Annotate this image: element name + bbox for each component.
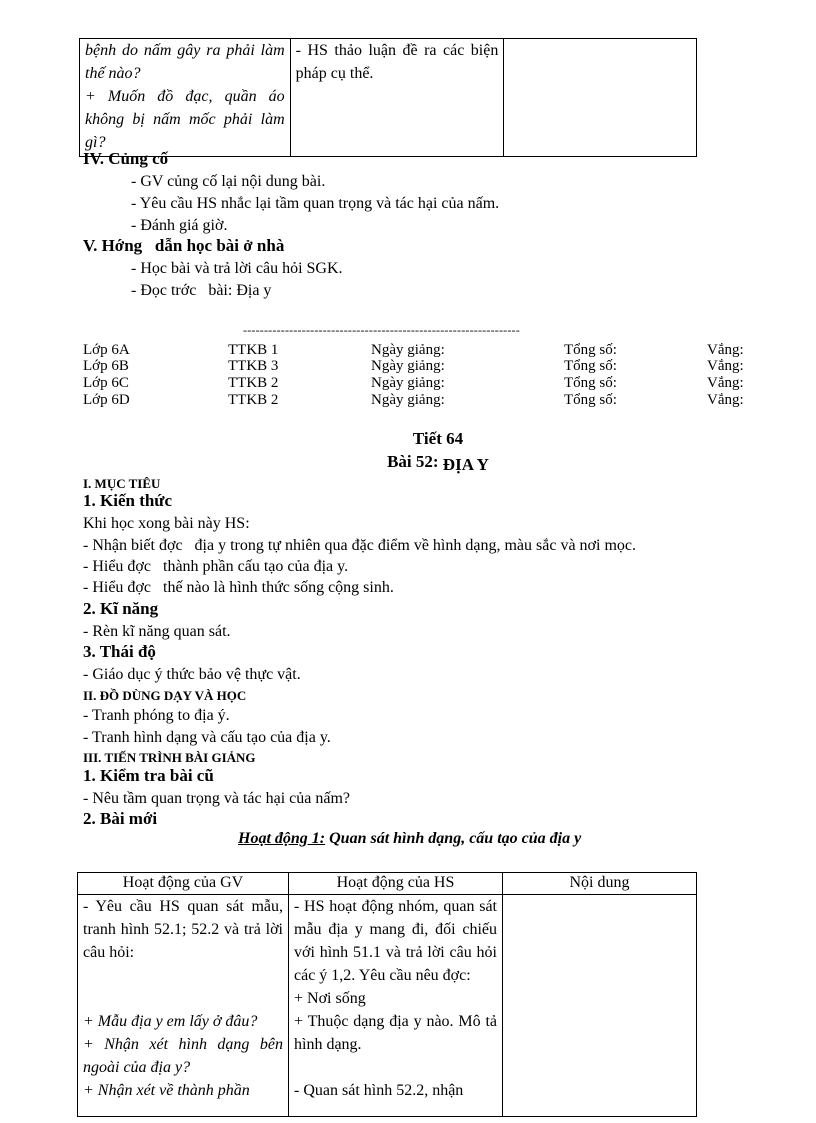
check-heading: 1. Kiểm tra bài cũ <box>83 766 214 785</box>
lesson-title <box>0 452 816 472</box>
schedule-total: Tổng số: <box>564 358 617 374</box>
activity-header-hs: Hoạt động của HS <box>289 873 503 895</box>
activity-gv-question: + Nhận xét hình dạng bên ngoài của địa y? <box>83 1036 283 1076</box>
section-4-item: - Yêu cầu HS nhắc lại tầm quan trọng và tác hại của nấm. <box>131 195 500 212</box>
schedule-absent: Vắng: <box>707 392 744 408</box>
activity-title: Quan sát hình dạng, cấu tạo của địa y <box>325 830 582 847</box>
skills-heading: 2. Kĩ năng <box>83 599 159 618</box>
schedule-total: Tổng số: <box>564 342 617 358</box>
knowledge-intro: Khi học xong bài này HS: <box>83 515 250 532</box>
section-5-heading: V. Hớng dẫn học bài ở nhà <box>83 236 285 255</box>
separator-line: ------------------------------------------------------------------ <box>243 323 520 337</box>
activity-gv-spacer <box>83 964 283 1010</box>
schedule-date: Ngày giảng: <box>371 392 445 408</box>
attitude-item: - Giáo dục ý thức bảo vệ thực vật. <box>83 666 301 683</box>
lesson-title-name: ĐỊA Y <box>442 455 489 474</box>
activity-hs-line: - Quan sát hình 52.2, nhận <box>294 1082 464 1099</box>
schedule-ttkb: TTKB 2 <box>228 392 279 408</box>
section-5-item: - Học bài và trả lời câu hỏi SGK. <box>131 260 343 277</box>
knowledge-item: - Hiểu đợc thế nào là hình thức sống cộng sinh. <box>83 579 394 596</box>
skills-item: - Rèn kĩ năng quan sát. <box>83 623 231 640</box>
schedule-absent: Vắng: <box>707 375 744 391</box>
schedule-date: Ngày giảng: <box>371 342 445 358</box>
schedule-ttkb: TTKB 2 <box>228 375 279 391</box>
schedule-absent: Vắng: <box>707 342 744 358</box>
activity-gv-question: + Mẫu địa y em lấy ở đâu? <box>83 1013 258 1030</box>
activity-cell-content <box>503 895 697 1117</box>
lesson-title-prefix: Bài 52: <box>387 452 439 471</box>
lesson-period: Tiết 64 <box>412 429 464 448</box>
activity-header-content: Nội dung <box>503 873 697 895</box>
schedule-class: Lớp 6C <box>83 375 129 391</box>
activity-hs-line: - HS hoạt động nhóm, quan sát mẫu địa y mang đi, đối chiếu với hình 51.1 và trả lời câu hỏi các ý 1,2. Yêu cầu nêu đợc: <box>294 898 497 984</box>
check-item: - Nêu tầm quan trọng và tác hại của nấm? <box>83 790 350 807</box>
top-table-gv-line: bệnh do nấm gây ra phải làm thế nào? <box>85 42 285 82</box>
top-table-cell-content <box>504 39 697 157</box>
activity-cell-hs <box>289 895 503 1117</box>
activity-label: Hoạt động 1: <box>238 830 326 847</box>
section-4-item: - GV củng cố lại nội dung bài. <box>131 173 326 190</box>
knowledge-item: - Nhận biết đợc địa y trong tự nhiên qua đặc điểm về hình dạng, màu sắc và nơi mọc. <box>83 537 636 554</box>
objectives-heading: I. MỤC TIÊU <box>83 476 161 491</box>
schedule-date: Ngày giảng: <box>371 375 445 391</box>
activity-gv-question: + Nhận xét về thành phần <box>83 1082 250 1099</box>
section-4-item: - Đánh giá giờ. <box>131 217 228 234</box>
activity-gv-intro: - Yêu cầu HS quan sát mẫu, tranh hình 52.1; 52.2 và trả lời câu hỏi: <box>83 898 283 961</box>
schedule-class: Lớp 6D <box>83 392 130 408</box>
top-table-hs-text: - HS thảo luận đề ra các biện pháp cụ thể. <box>295 42 499 82</box>
activity-hs-line: + Nơi sống <box>294 990 366 1007</box>
schedule-class: Lớp 6B <box>83 358 129 374</box>
materials-item: - Tranh hình dạng và cấu tạo của địa y. <box>83 729 331 746</box>
new-lesson-heading: 2. Bài mới <box>83 809 158 828</box>
top-table <box>79 38 697 157</box>
materials-item: - Tranh phóng to địa ý. <box>83 707 230 724</box>
schedule-total: Tổng số: <box>564 392 617 408</box>
schedule-ttkb: TTKB 1 <box>228 342 279 358</box>
attitude-heading: 3. Thái độ <box>83 642 156 661</box>
top-table-cell-hs <box>290 39 504 157</box>
knowledge-heading: 1. Kiến thức <box>83 491 173 510</box>
section-4-heading: IV. Củng cố <box>83 149 169 168</box>
activity-cell-gv <box>78 895 289 1117</box>
activity-hs-line: + Thuộc dạng địa y nào. Mô tả hình dạng. <box>294 1013 497 1053</box>
process-heading: III. TIẾN TRÌNH BÀI GIẢNG <box>83 750 256 765</box>
activity-header-gv: Hoạt động của GV <box>78 873 289 895</box>
section-5-item: - Đọc trớc bài: Địa y <box>131 282 272 299</box>
schedule-class: Lớp 6A <box>83 342 130 358</box>
knowledge-item: - Hiểu đợc thành phần cấu tạo của địa y. <box>83 558 349 575</box>
schedule-ttkb: TTKB 3 <box>228 358 279 374</box>
schedule-absent: Vắng: <box>707 358 744 374</box>
top-table-gv-line: + Muốn đồ đạc, quần áo không bị nấm mốc phải làm gì? <box>85 88 285 151</box>
activity-table <box>77 872 697 1117</box>
top-table-cell-gv <box>80 39 291 157</box>
activity-hs-spacer <box>294 1056 497 1079</box>
materials-heading: II. ĐỒ DÙNG DẠY VÀ HỌC <box>83 688 247 703</box>
activity-heading <box>238 830 581 848</box>
schedule-total: Tổng số: <box>564 375 617 391</box>
schedule-date: Ngày giảng: <box>371 358 445 374</box>
